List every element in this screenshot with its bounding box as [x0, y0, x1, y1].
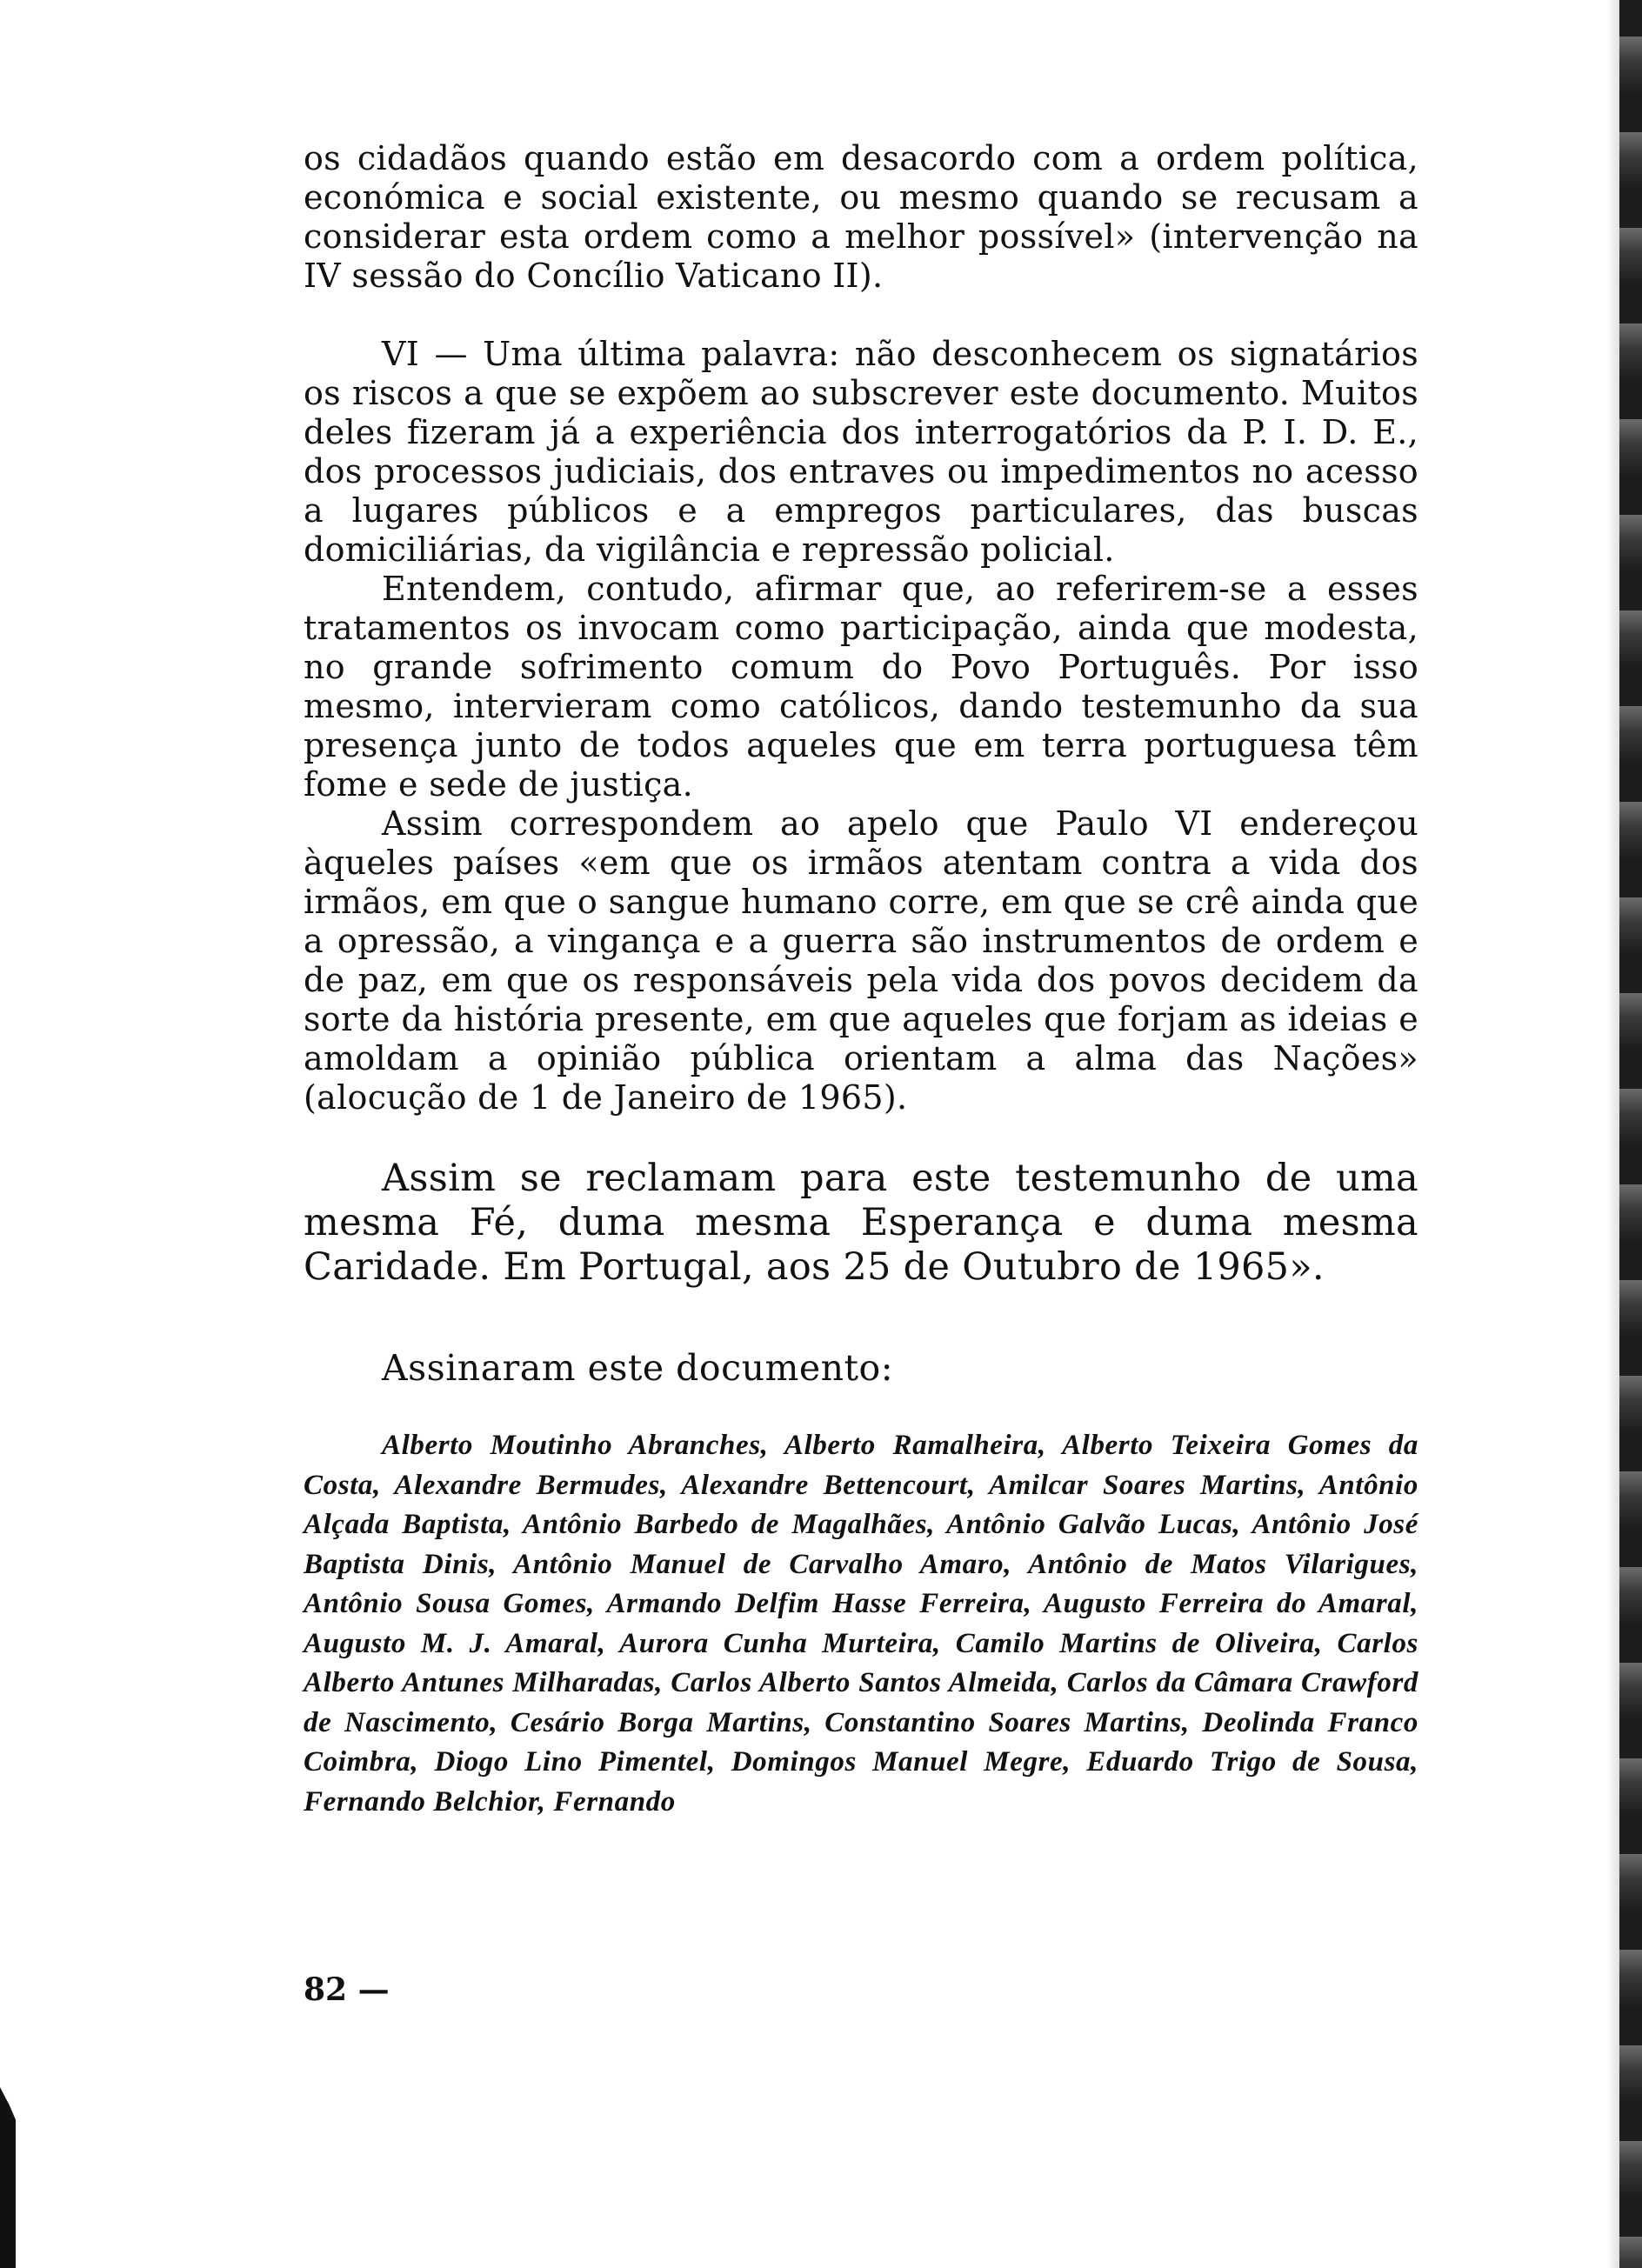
scan-edge-mark	[0, 2087, 16, 2268]
signatories-list: Alberto Moutinho Abranches, Alberto Ramalheira, Alberto Teixeira Gomes da Costa, Alexandre Bermudes, Alexandre Bettencourt, Amilcar Soares Martins, Antônio Alçada Baptista, Antônio Barbedo de Magalhães, Antônio Galvão Lucas, Antônio José Baptista Dinis, Antônio Manuel de Carvalho Amaro, Antônio de Matos Vilarigues, Antônio Sousa Gomes, Armando Delfim Hasse Ferreira, Augusto Ferreira do Amaral, Augusto M. J. Amaral, Aurora Cunha Murteira, Camilo Martins de Oliveira, Carlos Alberto Antunes Milharadas, Carlos Alberto Santos Almeida, Carlos da Câmara Crawford de Nascimento, Cesário Borga Martins, Constantino Soares Martins, Deolinda Franco Coimbra, Diogo Lino Pimentel, Domingos Manuel Megre, Eduardo Trigo de Sousa, Fernando Belchior, Fernando	[304, 1430, 1418, 1818]
paragraph-5: Assim se reclamam para este testemunho de uma mesma Fé, duma mesma Esperança e duma mesma Caridade. Em Portugal, aos 25 de Outubro de 1965».	[304, 1157, 1418, 1289]
page-number: 82 —	[304, 1971, 390, 2008]
paragraph-1: os cidadãos quando estão em desacordo com a ordem política, económica e social existente, ou mesmo quando se recusam a considerar esta ordem como a melhor possível» (intervenção na IV sessão do Concílio Vaticano II).	[304, 139, 1418, 295]
page-binding-edge	[1619, 0, 1642, 2268]
page-edge-shadow	[1607, 0, 1619, 2268]
signatories-heading: Assinaram este documento:	[382, 1347, 894, 1389]
text-body	[304, 139, 1418, 1822]
paragraph-2: VI — Uma última palavra: não desconhecem os signatários os riscos a que se expõem ao subscrever este documento. Muitos deles fizeram já a experiência dos interrogatórios da P. I. D. E., dos processos judiciais, dos entraves ou impedimentos no acesso a lugares públicos e a empregos particulares, das buscas domiciliárias, da vigilância e repressão policial.	[304, 335, 1418, 569]
paragraph-4: Assim correspondem ao apelo que Paulo VI endereçou àqueles países «em que os irmãos atentam contra a vida dos irmãos, em que o sangue humano corre, em que se crê ainda que a opressão, a vingança e a guerra são instrumentos de ordem e de paz, em que os responsáveis pela vida dos povos decidem da sorte da história presente, em que aqueles que forjam as ideias e amoldam a opinião pública orientam a alma das Nações» (alocução de 1 de Janeiro de 1965).	[304, 804, 1418, 1117]
paragraph-3: Entendem, contudo, afirmar que, ao referirem-se a esses tratamentos os invocam como participação, ainda que modesta, no grande sofrimento comum do Povo Português. Por isso mesmo, intervieram como católicos, dando testemunho da sua presença junto de todos aqueles que em terra portuguesa têm fome e sede de justiça.	[304, 570, 1418, 804]
